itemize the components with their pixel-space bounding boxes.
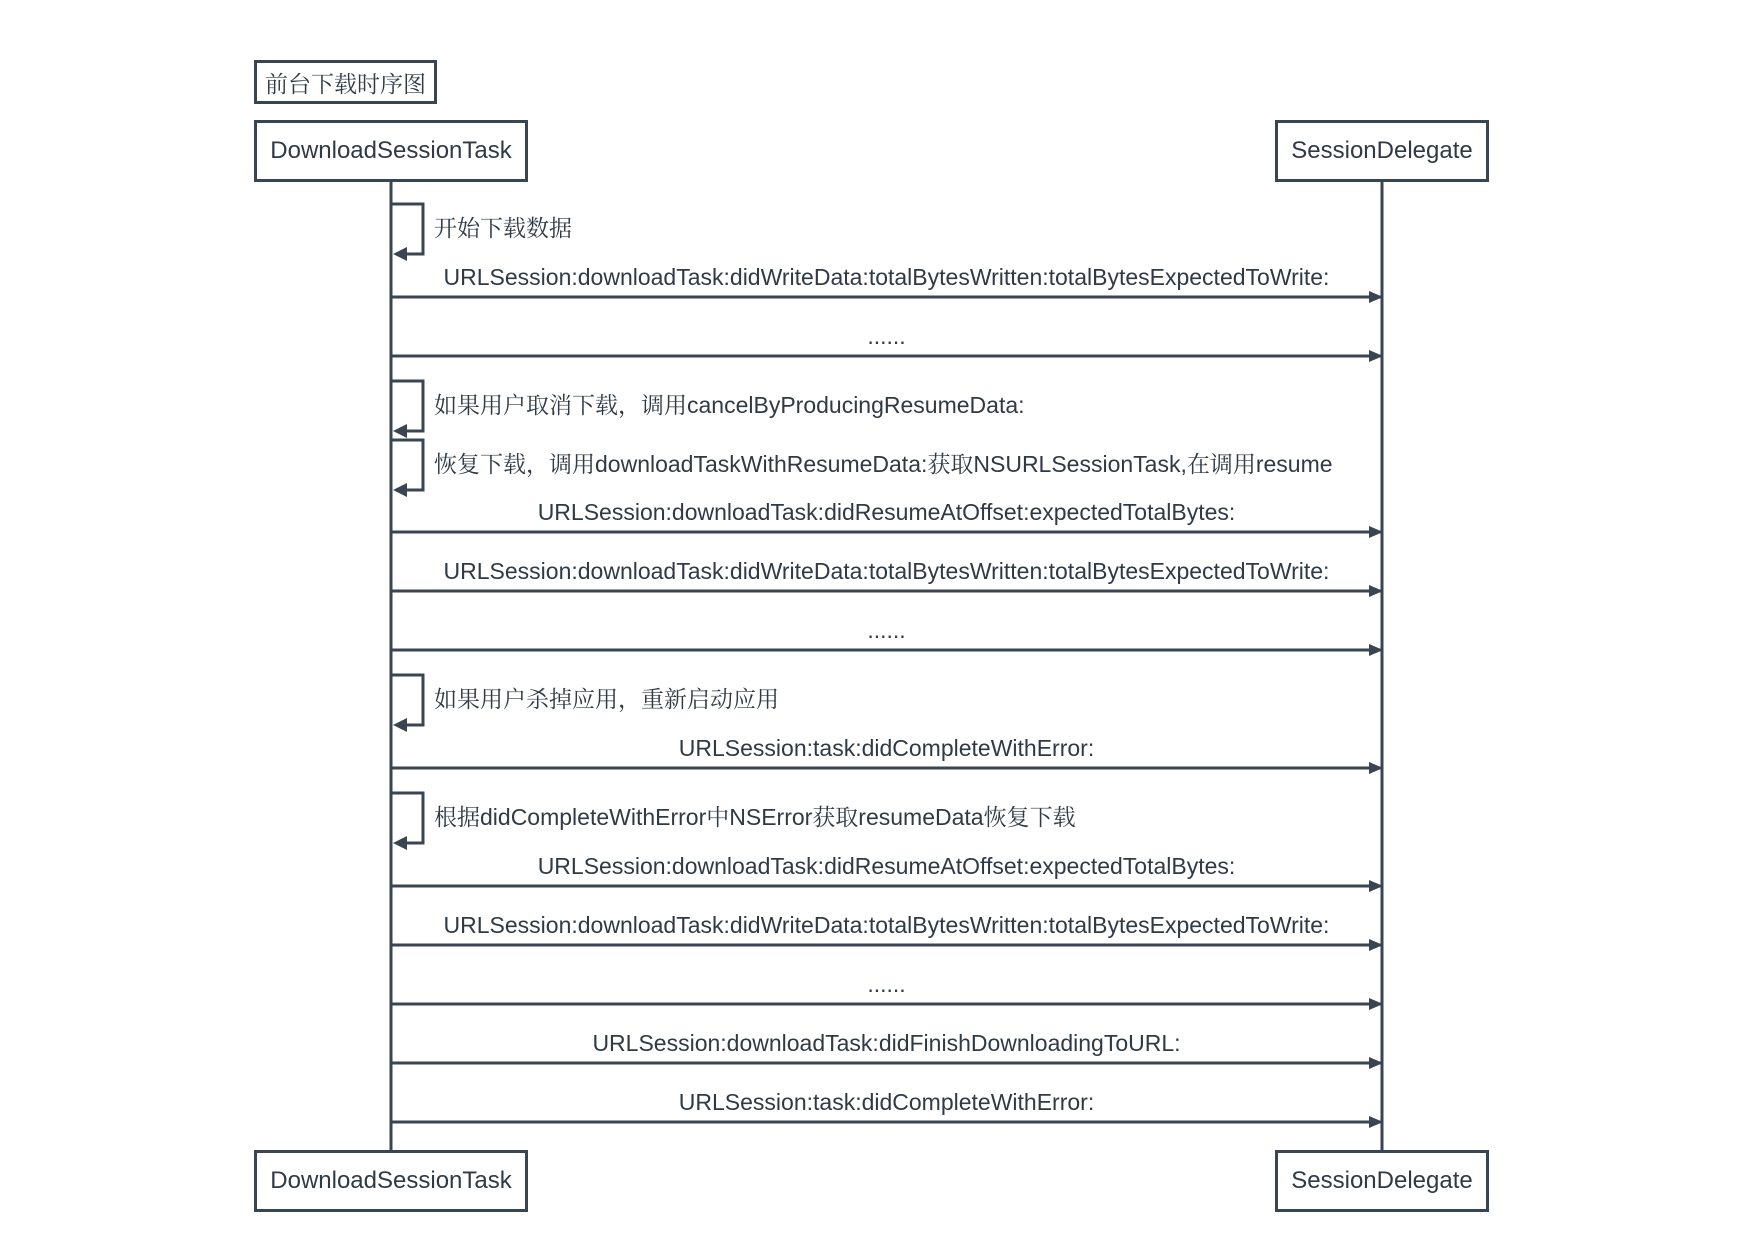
self-call — [391, 204, 572, 261]
self-call-label: 开始下载数据 — [434, 215, 572, 241]
self-call-arrowhead — [393, 247, 407, 261]
message — [391, 617, 1382, 650]
participant-session-delegate-top: SessionDelegate — [1275, 120, 1489, 182]
message — [391, 912, 1382, 945]
message-label: URLSession:task:didCompleteWithError: — [678, 1089, 1095, 1115]
participant-session-delegate-bottom: SessionDelegate — [1275, 1150, 1489, 1212]
self-call-arrowhead — [393, 836, 407, 850]
self-call — [391, 793, 1076, 850]
self-call-loop — [391, 381, 423, 431]
message — [391, 1089, 1382, 1122]
message — [391, 264, 1382, 297]
message-label: URLSession:task:didCompleteWithError: — [678, 735, 1095, 761]
message-label: URLSession:downloadTask:didResumeAtOffset:expectedTotalBytes: — [537, 853, 1236, 879]
message — [391, 323, 1382, 356]
message-label: ...... — [867, 323, 906, 349]
diagram-title: 前台下载时序图 — [254, 60, 437, 104]
message — [391, 971, 1382, 1004]
participant-download-session-task-top: DownloadSessionTask — [254, 120, 528, 182]
message-label: URLSession:downloadTask:didResumeAtOffset:expectedTotalBytes: — [537, 499, 1236, 525]
message-label: URLSession:downloadTask:didWriteData:totalBytesWritten:totalBytesExpectedToWrite: — [443, 264, 1330, 290]
self-call-label: 如果用户杀掉应用，重新启动应用 — [434, 686, 779, 712]
self-call-label: 根据didCompleteWithError中NSError获取resumeData恢复下载 — [434, 804, 1076, 830]
message — [391, 558, 1382, 591]
self-call-label: 如果用户取消下载，调用cancelByProducingResumeData: — [434, 392, 1025, 418]
self-call-arrowhead — [393, 483, 407, 497]
message — [391, 735, 1382, 768]
self-call — [391, 440, 1333, 497]
self-call-loop — [391, 675, 423, 725]
message-label: URLSession:downloadTask:didWriteData:totalBytesWritten:totalBytesExpectedToWrite: — [443, 912, 1330, 938]
message-label: URLSession:downloadTask:didWriteData:totalBytesWritten:totalBytesExpectedToWrite: — [443, 558, 1330, 584]
self-call-loop — [391, 204, 423, 254]
self-call — [391, 381, 1025, 438]
message-label: ...... — [867, 617, 906, 643]
self-call-arrowhead — [393, 718, 407, 732]
participant-download-session-task-bottom: DownloadSessionTask — [254, 1150, 528, 1212]
self-call-label: 恢复下载，调用downloadTaskWithResumeData:获取NSURLSessionTask,在调用resume — [434, 451, 1333, 477]
message-label: ...... — [867, 971, 906, 997]
self-call-arrowhead — [393, 424, 407, 438]
steps-layer — [391, 204, 1382, 1122]
message — [391, 1030, 1382, 1063]
message-label: URLSession:downloadTask:didFinishDownloadingToURL: — [592, 1030, 1181, 1056]
self-call-loop — [391, 793, 423, 843]
self-call-loop — [391, 440, 423, 490]
self-call — [391, 675, 779, 732]
message — [391, 853, 1382, 886]
message — [391, 499, 1382, 532]
